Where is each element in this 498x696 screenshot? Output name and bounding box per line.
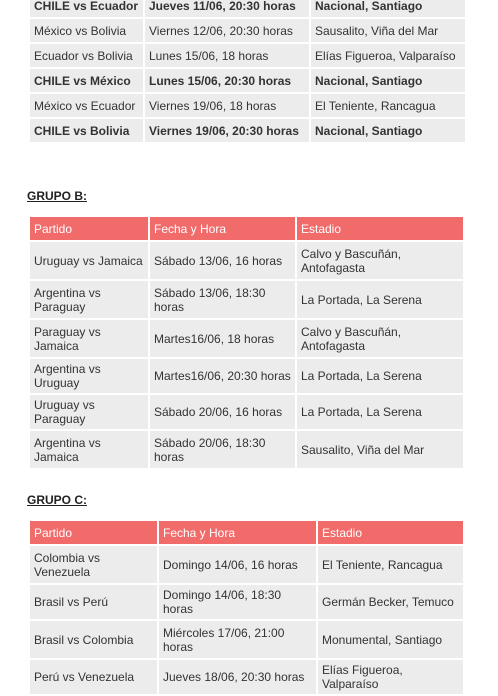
date-cell: Viernes 12/06, 20:30 horas — [145, 19, 309, 42]
table-row — [30, 585, 463, 619]
date-cell: Domingo 14/06, 18:30 horas — [159, 585, 316, 619]
table-row — [30, 431, 463, 468]
date-cell: Domingo 14/06, 16 horas — [159, 546, 316, 583]
stadium-cell: Nacional, Santiago — [311, 69, 465, 92]
column-header-partido: Partido — [30, 217, 148, 240]
stadium-cell: Nacional, Santiago — [311, 119, 465, 142]
stadium-cell: Calvo y Bascuñán, Antofagasta — [297, 242, 463, 279]
table-row — [30, 320, 463, 357]
group-c-table — [28, 519, 465, 696]
table-row — [30, 69, 465, 92]
stadium-cell: El Teniente, Rancagua — [318, 546, 463, 583]
date-cell: Lunes 15/06, 20:30 horas — [145, 69, 309, 92]
stadium-cell: Nacional, Santiago — [311, 0, 465, 17]
group-c-title: GRUPO C: — [27, 493, 87, 507]
date-cell: Jueves 11/06, 20:30 horas — [145, 0, 309, 17]
stadium-cell: Elías Figueroa, Valparaíso — [318, 660, 463, 694]
date-cell: Sábado 13/06, 16 horas — [150, 242, 295, 279]
match-cell: Argentina vs Paraguay — [30, 281, 148, 318]
stadium-cell: Calvo y Bascuñán, Antofagasta — [297, 320, 463, 357]
match-cell: Argentina vs Uruguay — [30, 359, 148, 393]
date-cell: Jueves 18/06, 20:30 horas — [159, 660, 316, 694]
table-header-row — [30, 521, 463, 544]
table-row — [30, 359, 463, 393]
match-cell: México vs Ecuador — [30, 94, 143, 117]
table-row — [30, 281, 463, 318]
match-cell: Paraguay vs Jamaica — [30, 320, 148, 357]
date-cell: Lunes 15/06, 18 horas — [145, 44, 309, 67]
table-row — [30, 119, 465, 142]
match-cell: Ecuador vs Bolivia — [30, 44, 143, 67]
match-cell: Colombia vs Venezuela — [30, 546, 157, 583]
table-row — [30, 546, 463, 583]
match-cell: Uruguay vs Jamaica — [30, 242, 148, 279]
match-cell: CHILE vs Bolivia — [30, 119, 143, 142]
match-cell: CHILE vs Ecuador — [30, 0, 143, 17]
date-cell: Miércoles 17/06, 21:00 horas — [159, 621, 316, 658]
group-b-title: GRUPO B: — [27, 189, 87, 203]
stadium-cell: Sausalito, Viña del Mar — [297, 431, 463, 468]
column-header-partido: Partido — [30, 521, 157, 544]
table-row — [30, 660, 463, 694]
table-row — [30, 19, 465, 42]
date-cell: Sábado 13/06, 18:30 horas — [150, 281, 295, 318]
stadium-cell: Monumental, Santiago — [318, 621, 463, 658]
date-cell: Sábado 20/06, 16 horas — [150, 395, 295, 429]
table-row — [30, 94, 465, 117]
date-cell: Martes16/06, 18 horas — [150, 320, 295, 357]
table-row — [30, 44, 465, 67]
date-cell: Viernes 19/06, 18 horas — [145, 94, 309, 117]
date-cell: Martes16/06, 20:30 horas — [150, 359, 295, 393]
stadium-cell: Elías Figueroa, Valparaíso — [311, 44, 465, 67]
column-header-fecha: Fecha y Hora — [150, 217, 295, 240]
group-b-table — [28, 215, 465, 470]
match-cell: Perú vs Venezuela — [30, 660, 157, 694]
stadium-cell: La Portada, La Serena — [297, 281, 463, 318]
table-row — [30, 0, 465, 17]
column-header-estadio: Estadio — [297, 217, 463, 240]
table-row — [30, 621, 463, 658]
column-header-estadio: Estadio — [318, 521, 463, 544]
column-header-fecha: Fecha y Hora — [159, 521, 316, 544]
match-cell: México vs Bolivia — [30, 19, 143, 42]
stadium-cell: Germán Becker, Temuco — [318, 585, 463, 619]
match-cell: CHILE vs México — [30, 69, 143, 92]
stadium-cell: La Portada, La Serena — [297, 359, 463, 393]
date-cell: Viernes 19/06, 20:30 horas — [145, 119, 309, 142]
match-cell: Uruguay vs Paraguay — [30, 395, 148, 429]
match-cell: Brasil vs Colombia — [30, 621, 157, 658]
table-row — [30, 242, 463, 279]
date-cell: Sábado 20/06, 18:30 horas — [150, 431, 295, 468]
table-row — [30, 395, 463, 429]
stadium-cell: La Portada, La Serena — [297, 395, 463, 429]
stadium-cell: El Teniente, Rancagua — [311, 94, 465, 117]
group-a-table — [28, 0, 467, 144]
table-header-row — [30, 217, 463, 240]
match-cell: Argentina vs Jamaica — [30, 431, 148, 468]
stadium-cell: Sausalito, Viña del Mar — [311, 19, 465, 42]
match-cell: Brasil vs Perú — [30, 585, 157, 619]
